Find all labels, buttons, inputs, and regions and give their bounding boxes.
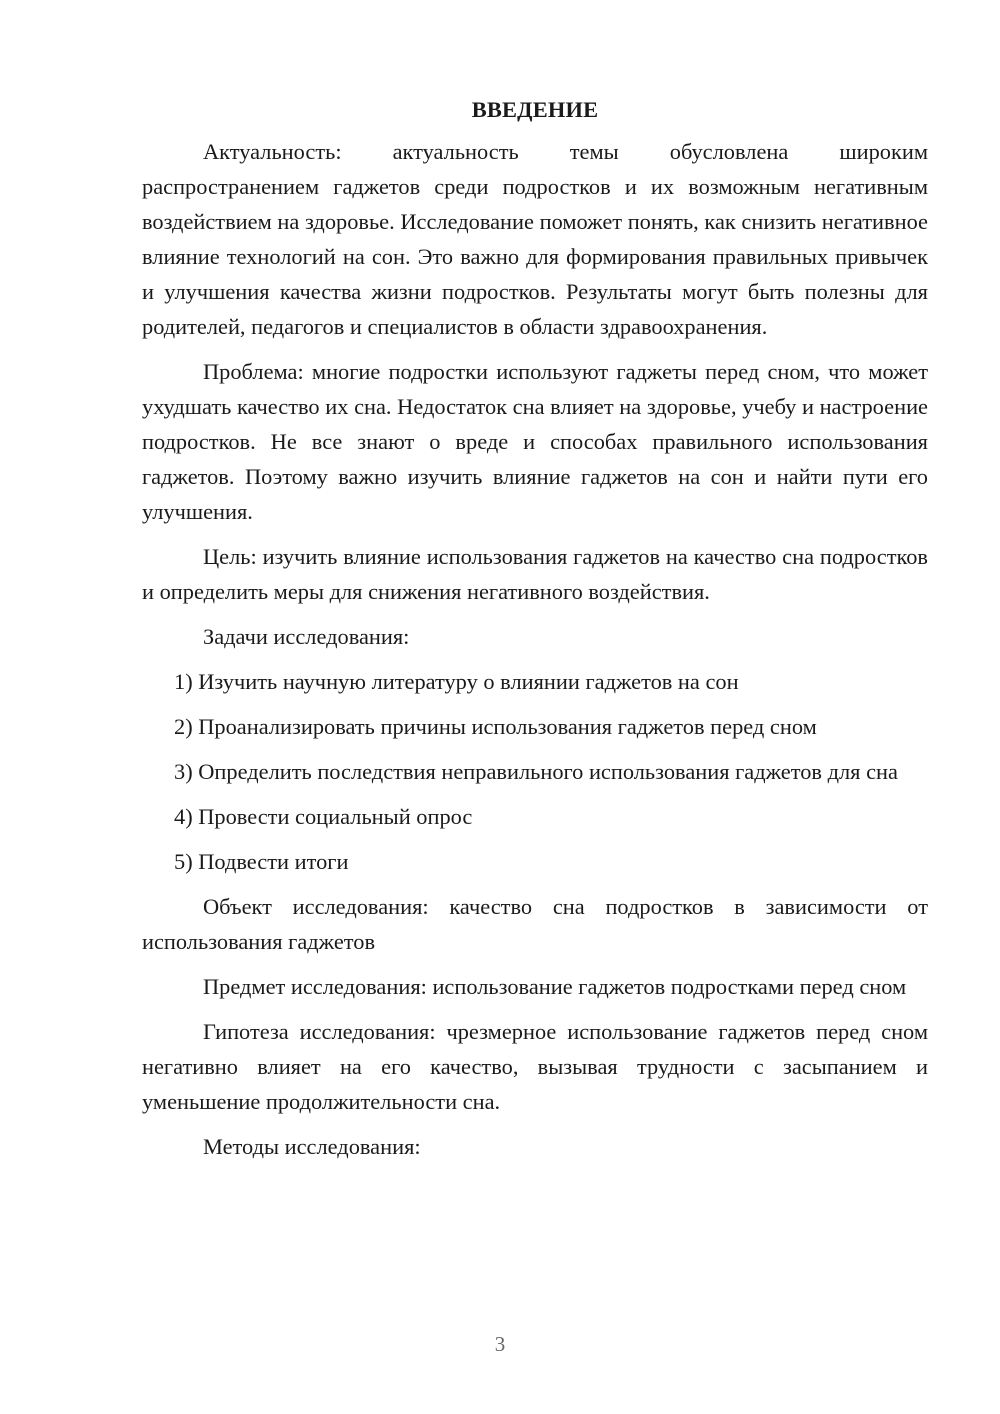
hypothesis-paragraph: Гипотеза исследования: чрезмерное использование гаджетов перед сном негативно влияет на его качество, вызывая трудности с засыпанием и уменьшение продолжительности сна.	[142, 1019, 928, 1114]
section-title: ВВЕДЕНИЕ	[471, 97, 599, 122]
problem-paragraph: Проблема: многие подростки используют гаджеты перед сном, что может ухудшать качество их сна. Недостаток сна влияет на здоровье, учебу и настроение подростков. Не все знают о вреде и способах правильного использования гаджетов. Поэтому важно изучить влияние гаджетов на сон и найти пути его улучшения.	[142, 359, 928, 524]
relevance-paragraph: Актуальность: актуальность темы обусловлена широким распространением гаджетов среди подростков и их возможным негативным воздействием на здоровье. Исследование поможет понять, как снизить негативное влияние технологий на сон. Это важно для формирования правильных привычек и улучшения качества жизни подростков. Результаты могут быть полезны для родителей, педагогов и специалистов в области здравоохранения.	[142, 139, 928, 339]
task-item-5: 5) Подвести итоги	[174, 849, 349, 874]
task-item-1: 1) Изучить научную литературу о влиянии гаджетов на сон	[174, 669, 739, 694]
page-number: 3	[494, 1332, 506, 1356]
task-item-4: 4) Провести социальный опрос	[174, 804, 473, 829]
methods-paragraph: Методы исследования:	[203, 1134, 421, 1159]
goal-paragraph: Цель: изучить влияние использования гаджетов на качество сна подростков и определить меры для снижения негативного воздействия.	[142, 544, 928, 604]
task-item-2: 2) Проанализировать причины использования гаджетов перед сном	[174, 714, 817, 739]
object-paragraph: Объект исследования: качество сна подростков в зависимости от использования гаджетов	[142, 894, 928, 954]
subject-paragraph: Предмет исследования: использование гаджетов подростками перед сном	[203, 974, 907, 999]
task-item-3: 3) Определить последствия неправильного использования гаджетов для сна	[174, 759, 898, 784]
document-page	[142, 92, 928, 1174]
tasks-heading: Задачи исследования:	[203, 624, 410, 649]
